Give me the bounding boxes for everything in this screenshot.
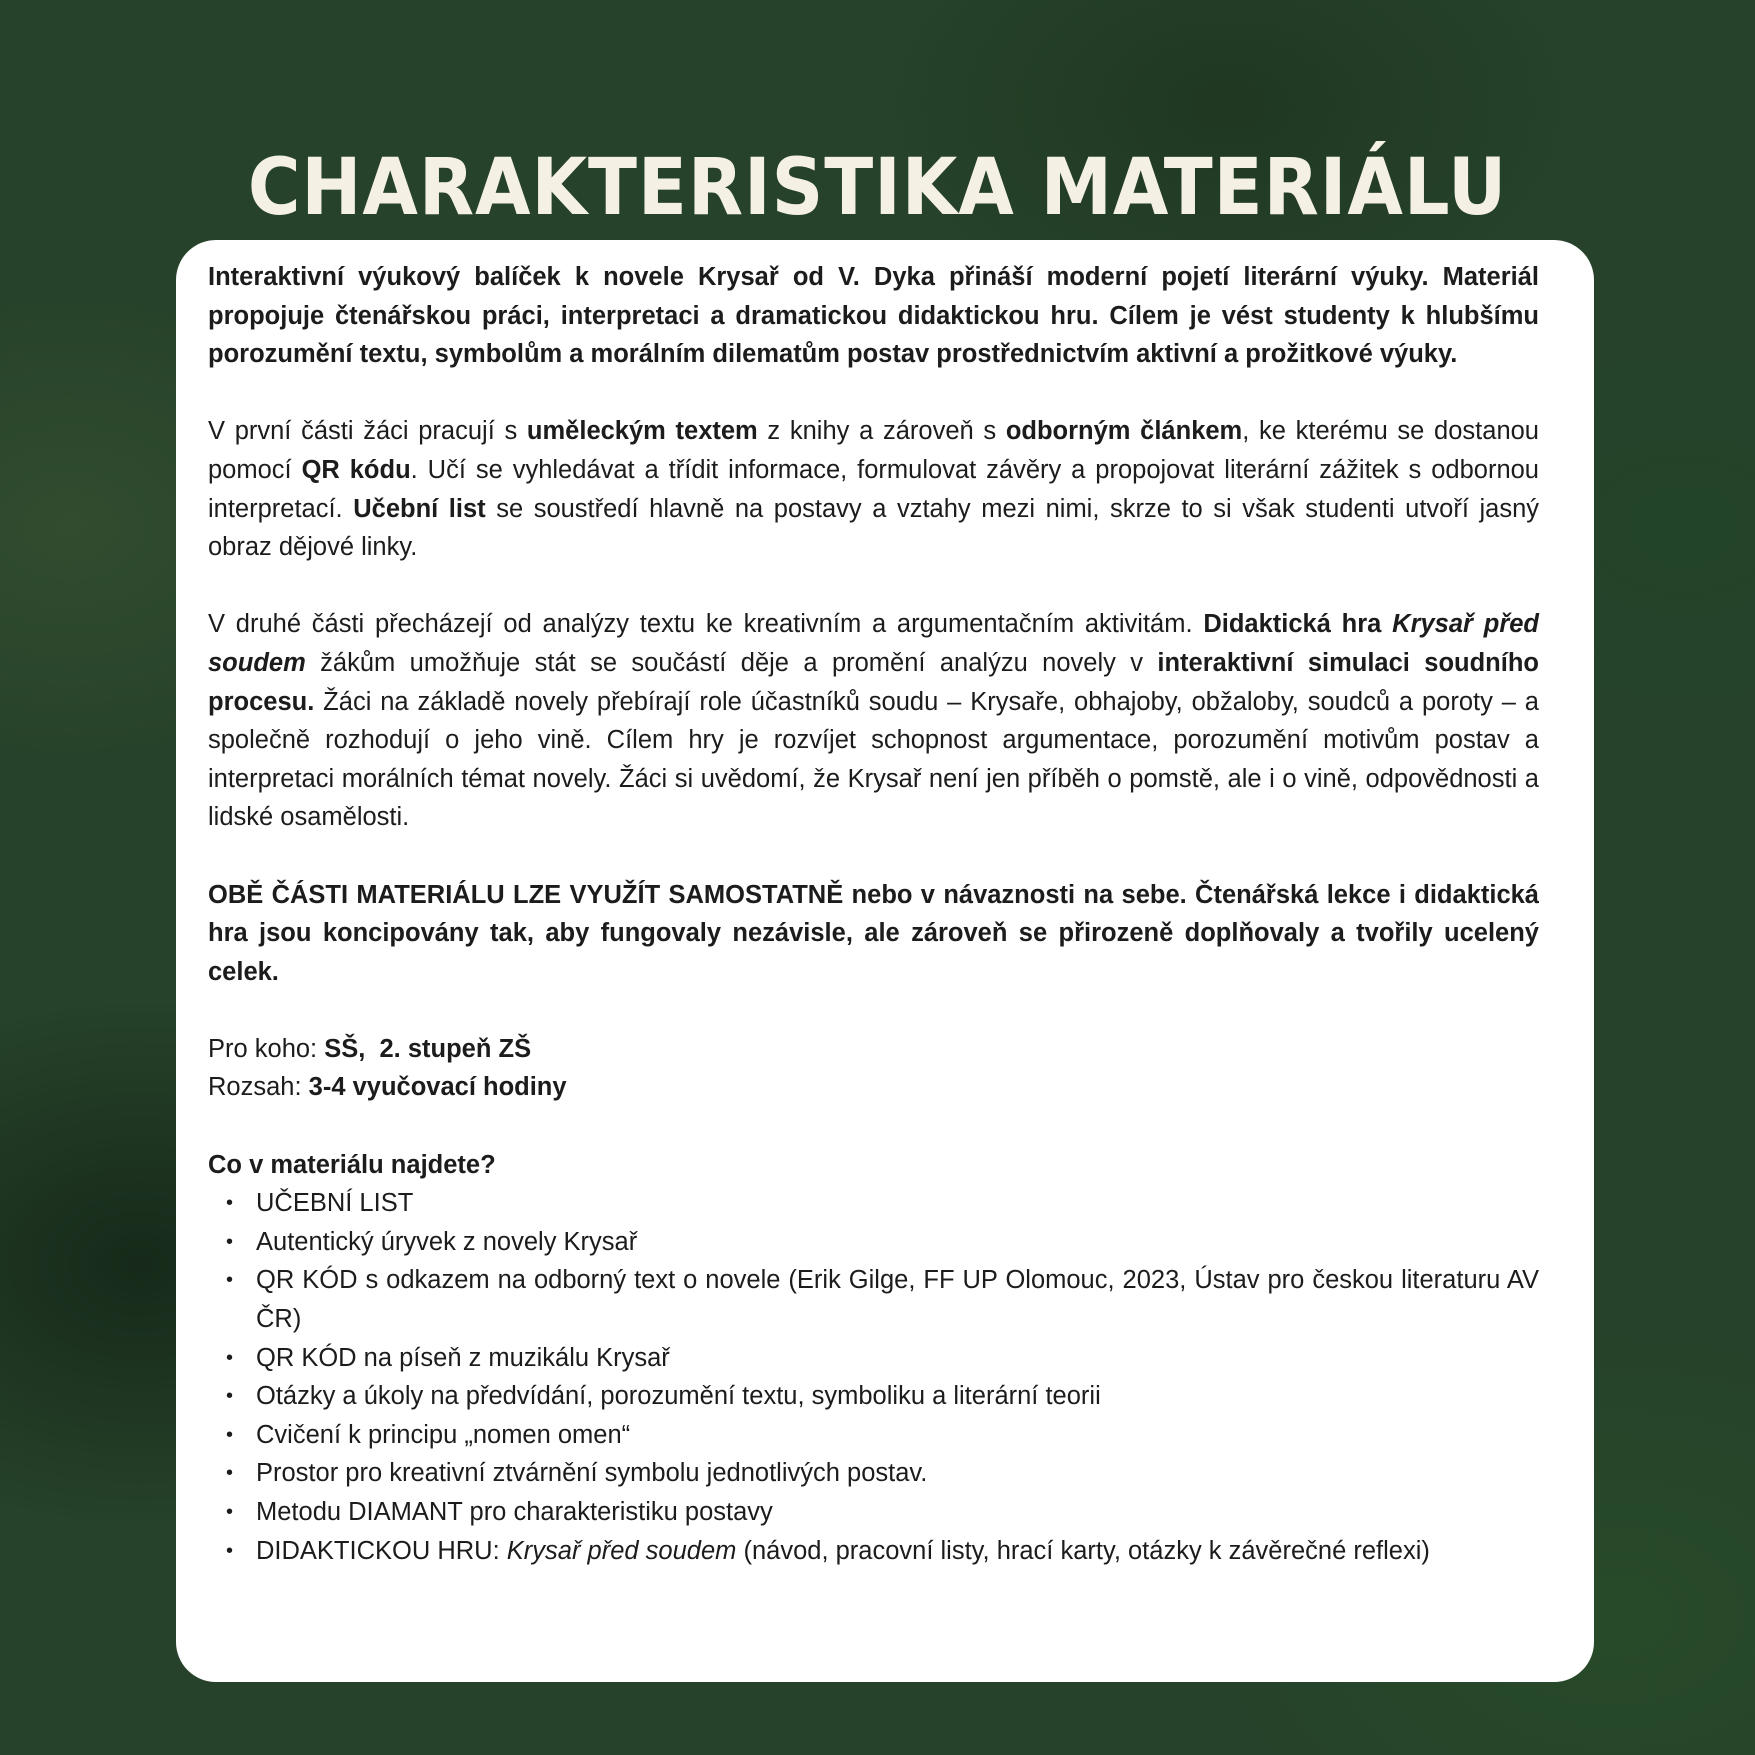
bullet-icon: • (226, 1501, 234, 1523)
part2-text: V druhé části přecházejí od analýzy textu ke kreativním a argumentačním aktivitám. (208, 610, 1204, 639)
part1-bold-expert-article: odborným článkem (1005, 417, 1243, 446)
list-item-text: (návod, pracovní listy, hrací karty, otázky k závěrečné reflexi) (736, 1536, 1430, 1565)
part2-text: Žáci na základě novely přebírají role účastníků soudu – Krysaře, obhajoby, obžaloby, soudců a poroty – a společně rozhodují o jeho vině. Cílem hry je rozvíjet schopnost argumentace, porozumění motivům postav a interpretaci morálních témat novely. Žáci si uvědomí, že Krysař není jen příběh o pomstě, ale i o vině, odpovědnosti a lidské osamělosti. (208, 687, 1539, 832)
part1-text: . Učí se vyhledávat a třídit informace, formulovat závěry a propojovat literární zážitek s odbornou interpretací. (208, 455, 1539, 523)
list-item-text: DIDAKTICKOU HRU: (256, 1536, 507, 1565)
bullet-icon: • (226, 1192, 234, 1215)
list-item (226, 1532, 1539, 1571)
list-item-text: Autentický úryvek z novely Krysař (256, 1227, 638, 1256)
list-item (226, 1416, 1539, 1455)
list-item (226, 1261, 1539, 1338)
bullet-icon: • (226, 1462, 234, 1485)
spacer (208, 374, 1539, 413)
part2-text: žákům umožňuje stát se součástí děje a promění analýzu novely v (305, 648, 1158, 677)
bullet-icon: • (226, 1385, 234, 1408)
list-item-text: Otázky a úkoly na předvídání, porozumění textu, symboliku a literární teorii (256, 1382, 1101, 1411)
spacer (208, 567, 1539, 606)
part2-paragraph (208, 605, 1539, 837)
part1-text: , ke kterému se dostanou pomocí (208, 417, 1539, 484)
part1-text: z knihy a zároveň s (757, 417, 1006, 446)
part1-bold-worksheet: Učební list (353, 494, 486, 523)
list-item (226, 1184, 1539, 1223)
spacer (208, 991, 1539, 1030)
part1-text: V první části žáci pracují s (208, 417, 527, 446)
scope-value: 3-4 vyučovací hodiny (308, 1073, 567, 1102)
bullet-icon: • (226, 1346, 234, 1369)
audience-value: SŠ, 2. stupeň ZŠ (324, 1034, 532, 1063)
contents-heading: Co v materiálu najdete? (208, 1150, 496, 1179)
spacer (208, 1107, 1539, 1146)
both-parts-paragraph: OBĚ ČÁSTI MATERIÁLU LZE VYUŽÍT SAMOSTATNĚ nebo v návaznosti na sebe. Čtenářská lekce i didaktická hra jsou koncipovány tak, aby fungovaly nezávisle, ale zároveň se přirozeně doplňovaly a tvořily ucelený celek. (208, 880, 1539, 986)
scope-line (208, 1068, 1539, 1107)
contents-list (208, 1184, 1539, 1570)
list-item-text: QR KÓD s odkazem na odborný text o novele (Erik Gilge, FF UP Olomouc, 2023, Ústav pro českou literaturu AV ČR) (256, 1266, 1539, 1334)
bullet-icon: • (226, 1423, 234, 1446)
list-item (226, 1454, 1539, 1493)
part2-game-title: Krysař před soudem (208, 610, 1540, 677)
game-title-italic: Krysař před soudem (506, 1536, 737, 1565)
part2-bold-simulation: interaktivní simulaci soudního procesu. (208, 648, 1539, 716)
list-item (226, 1223, 1539, 1262)
part1-text: se soustředí hlavně na postavy a vztahy mezi nimi, skrze to si však studenti utvoří jasný obraz dějové linky. (208, 494, 1539, 562)
part2-bold-didactic-game: Didaktická hra (1203, 610, 1393, 639)
part1-paragraph (208, 412, 1539, 566)
bullet-icon: • (226, 1539, 234, 1562)
list-item-text: UČEBNÍ LIST (256, 1189, 414, 1218)
scope-label: Rozsah: (208, 1073, 309, 1102)
list-item (226, 1339, 1539, 1378)
bullet-icon: • (226, 1269, 234, 1292)
list-item-text: Cvičení k principu „nomen omen“ (256, 1420, 631, 1449)
spacer (208, 837, 1539, 876)
intro-paragraph: Interaktivní výukový balíček k novele Krysař od V. Dyka přináší moderní pojetí literární výuky. Materiál propojuje čtenářskou práci, interpretaci a dramatickou didaktickou hru. Cílem je vést studenty k hlubšímu porozumění textu, symbolům a morálním dilematům postav prostřednictvím aktivní a prožitkové výuky. (208, 263, 1539, 369)
audience-line (208, 1030, 1539, 1069)
part1-bold-qr-code: QR kódu (301, 455, 411, 484)
bullet-icon: • (226, 1230, 234, 1253)
page-title: CHARAKTERISTIKA MATERIÁLU (247, 143, 1508, 234)
list-item-text: QR KÓD na píseň z muzikálu Krysař (256, 1343, 670, 1372)
list-item-text: Prostor pro kreativní ztvárnění symbolu jednotlivých postav. (256, 1459, 928, 1488)
content-card (176, 240, 1594, 1682)
list-item (226, 1377, 1539, 1416)
list-item (226, 1493, 1539, 1532)
part1-bold-artistic-text: uměleckým textem (526, 417, 758, 446)
list-item-text: Metodu DIAMANT pro charakteristiku postavy (256, 1498, 773, 1526)
audience-label: Pro koho: (208, 1034, 325, 1063)
